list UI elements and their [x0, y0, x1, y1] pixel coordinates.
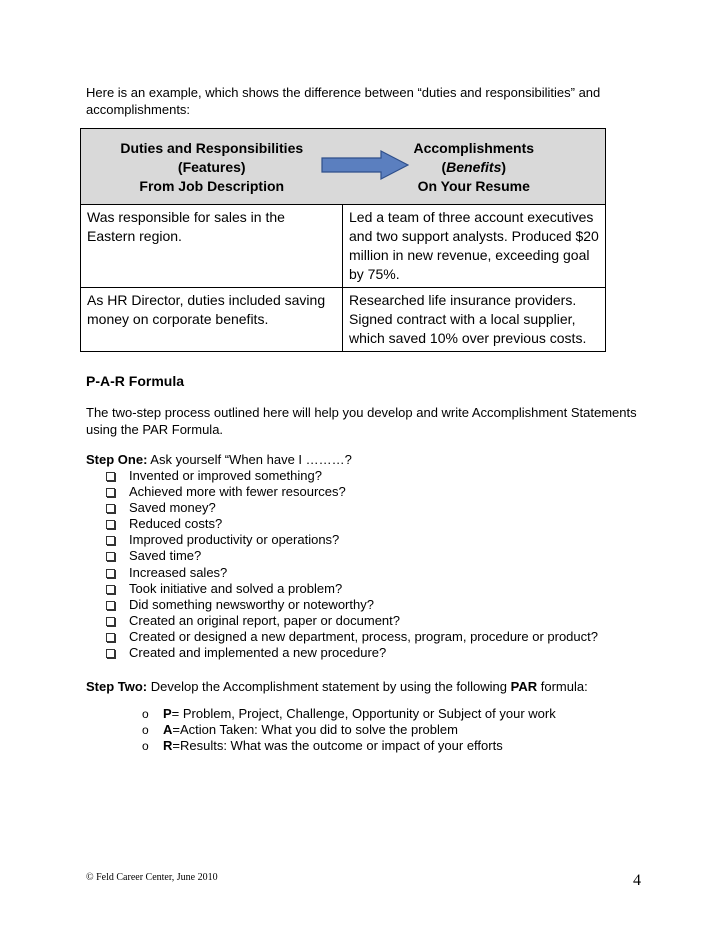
- checkbox-bullet-icon: [106, 552, 115, 561]
- checklist-item: [100, 484, 598, 500]
- duties-header-line1: Duties and Responsibilities: [120, 140, 304, 156]
- par-emphasis: PAR: [510, 679, 538, 694]
- par-letter: A: [163, 722, 173, 737]
- circle-bullet-icon: o: [142, 739, 149, 753]
- checklist-item: [100, 516, 598, 532]
- checkbox-bullet-icon: [106, 520, 115, 529]
- par-letter: R: [163, 738, 173, 753]
- right-arrow-icon: [321, 150, 409, 180]
- par-list-item: [140, 738, 556, 754]
- par-item-text: =Action Taken: What you did to solve the problem: [172, 722, 458, 737]
- checklist-item-text: Took initiative and solved a problem?: [129, 580, 343, 596]
- par-item-text: =Results: What was the outcome or impact of your efforts: [172, 738, 503, 753]
- checklist-item: [100, 468, 598, 484]
- par-list-item: [140, 706, 556, 722]
- checklist-item-text: Increased sales?: [129, 564, 228, 580]
- page-number: 4: [633, 872, 641, 889]
- duties-header: [81, 129, 343, 205]
- step-one-text: Ask yourself “When have I ………?: [147, 452, 352, 467]
- duty-cell: Was responsible for sales in the Eastern region.: [81, 205, 343, 288]
- checkbox-bullet-icon: [106, 633, 115, 642]
- step-two-label: Step Two:: [86, 679, 148, 694]
- checklist-item-text: Reduced costs?: [129, 516, 223, 532]
- checkbox-bullet-icon: [106, 472, 115, 481]
- accomplishment-cell: Researched life insurance providers. Signed contract with a local supplier, which saved 10% over previous costs.: [343, 288, 606, 352]
- checkbox-bullet-icon: [106, 504, 115, 513]
- paren-close: ): [501, 159, 507, 175]
- par-list-item: [140, 722, 556, 738]
- circle-bullet-icon: o: [142, 723, 149, 737]
- accomplishment-cell: Led a team of three account executives and two support analysts. Produced $20 million in new revenue, exceeding goal by 75%.: [343, 205, 606, 288]
- benefits-emphasis: Benefits: [446, 159, 502, 175]
- checklist-item-text: Created or designed a new department, process, program, procedure or product?: [129, 628, 598, 644]
- step-two-text-after: formula:: [537, 679, 588, 694]
- accomplishments-header-line3: On Your Resume: [417, 178, 530, 194]
- step-two-text-before: Develop the Accomplishment statement by using the following: [147, 679, 511, 694]
- checkbox-bullet-icon: [106, 585, 115, 594]
- checkbox-bullet-icon: [106, 617, 115, 626]
- step-one-label: Step One:: [86, 452, 148, 467]
- par-list: [140, 706, 556, 754]
- checklist-item: [100, 645, 598, 661]
- checklist-item-text: Achieved more with fewer resources?: [129, 484, 346, 500]
- checklist-item-text: Saved time?: [129, 548, 202, 564]
- par-letter: P: [163, 706, 172, 721]
- checklist-item-text: Invented or improved something?: [129, 468, 322, 483]
- paren-open: (: [441, 159, 447, 175]
- checkbox-bullet-icon: [106, 536, 115, 545]
- footer-copyright: © Feld Career Center, June 2010: [86, 872, 218, 883]
- checklist-item: [100, 597, 598, 613]
- checkbox-bullet-icon: [106, 649, 115, 658]
- checkbox-bullet-icon: [106, 488, 115, 497]
- checklist-item-text: Improved productivity or operations?: [129, 532, 340, 548]
- intro-paragraph: Here is an example, which shows the difference between “duties and responsibilities” and accomplishments:: [86, 85, 601, 117]
- checklist-item: [100, 613, 598, 629]
- checklist-item-text: Saved money?: [129, 500, 216, 516]
- checklist-item: [100, 629, 598, 645]
- circle-bullet-icon: o: [142, 707, 149, 721]
- step-one-checklist: [100, 468, 598, 661]
- accomplishments-header-line1: Accomplishments: [413, 140, 535, 156]
- checklist-item: [100, 565, 598, 581]
- checklist-item-text: Did something newsworthy or noteworthy?: [129, 596, 374, 612]
- checkbox-bullet-icon: [106, 569, 115, 578]
- checklist-item: [100, 500, 598, 516]
- step-two: [86, 679, 588, 694]
- duty-cell: As HR Director, duties included saving money on corporate benefits.: [81, 288, 343, 352]
- checklist-item: [100, 581, 598, 597]
- duties-header-line2: (Features): [177, 159, 246, 175]
- par-formula-heading: P-A-R Formula: [86, 373, 184, 389]
- table-row: [81, 288, 606, 352]
- duties-header-line3: From Job Description: [139, 178, 285, 194]
- par-item-text: = Problem, Project, Challenge, Opportunity or Subject of your work: [171, 706, 556, 721]
- checklist-item: [100, 532, 598, 548]
- par-description: The two-step process outlined here will help you develop and write Accomplishment Statements using the PAR Formula.: [86, 405, 637, 437]
- checklist-item-text: Created an original report, paper or document?: [129, 612, 400, 628]
- checklist-item-text: Created and implemented a new procedure?: [129, 645, 387, 661]
- table-row: [81, 205, 606, 288]
- step-one: [86, 452, 352, 467]
- checklist-item: [100, 548, 598, 564]
- checkbox-bullet-icon: [106, 601, 115, 610]
